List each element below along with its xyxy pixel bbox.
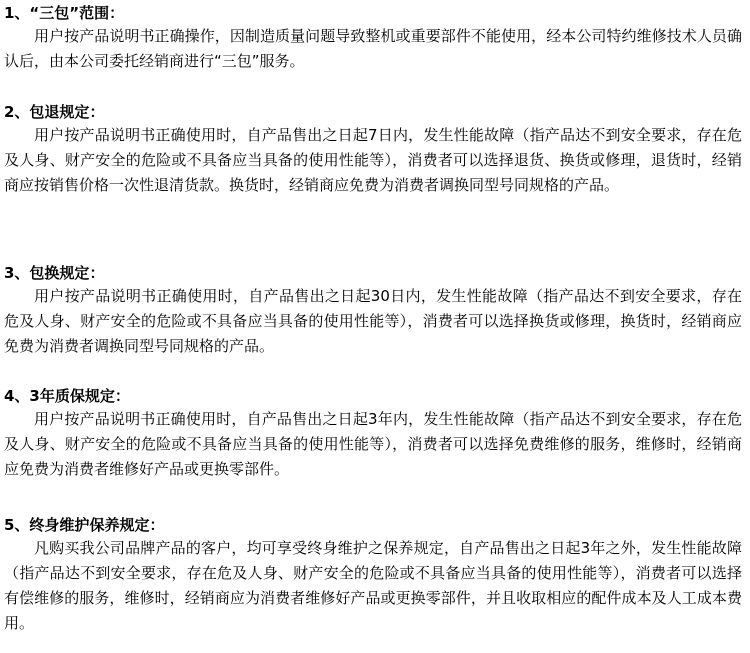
section-body: 用户按产品说明书正确使用时，自产品售出之日起30日内，发生性能故障（指产品达不到安全要求，存在危及人身、财产安全的危险或不具备应当具备的使用性能等），消费者可以选择换货或修理，换货时，经销商应免费为消费者调换同型号同规格的产品。: [4, 287, 742, 355]
section-body: 用户按产品说明书正确使用时，自产品售出之日起3年内，发生性能故障（指产品达不到安全要求，存在危及人身、财产安全的危险或不具备应当具备的使用性能等），消费者可以选择免费维修的服务，维修时，经销商应免费为消费者维修好产品或更换零部件。: [4, 410, 742, 478]
section-heading: 5、终身维护保养规定：: [4, 516, 165, 534]
section-three-year-warranty: [4, 385, 746, 482]
section-three-guarantees-scope: [4, 2, 746, 74]
section-heading: 2、包退规定：: [4, 103, 105, 121]
section-lifetime-maintenance: [4, 514, 746, 636]
section-heading: 1、“三包”范围：: [4, 4, 125, 22]
section-exchange-policy: [4, 262, 746, 359]
section-body: 凡购买我公司品牌产品的客户，均可享受终身维护之保养规定，自产品售出之日起3年之外，发生性能故障（指产品达不到安全要求，存在危及人身、财产安全的危险或不具备应当具备的使用性能等），消费者可以选择有偿维修的服务，维修时，经销商应为消费者维修好产品或更换零部件，并且收取相应的配件成本及人工成本费用。: [4, 539, 742, 632]
section-body: 用户按产品说明书正确操作，因制造质量问题导致整机或重要部件不能使用，经本公司特约维修技术人员确认后，由本公司委托经销商进行“三包”服务。: [4, 27, 742, 70]
section-heading: 3、包换规定：: [4, 264, 105, 282]
section-return-policy: [4, 101, 746, 198]
section-heading: 4、3年质保规定：: [4, 387, 130, 405]
section-body: 用户按产品说明书正确使用时，自产品售出之日起7日内，发生性能故障（指产品达不到安全要求，存在危及人身、财产安全的危险或不具备应当具备的使用性能等），消费者可以选择退货、换货或修理，退货时，经销商应按销售价格一次性退清货款。换货时，经销商应免费为消费者调换同型号同规格的产品。: [4, 126, 742, 194]
